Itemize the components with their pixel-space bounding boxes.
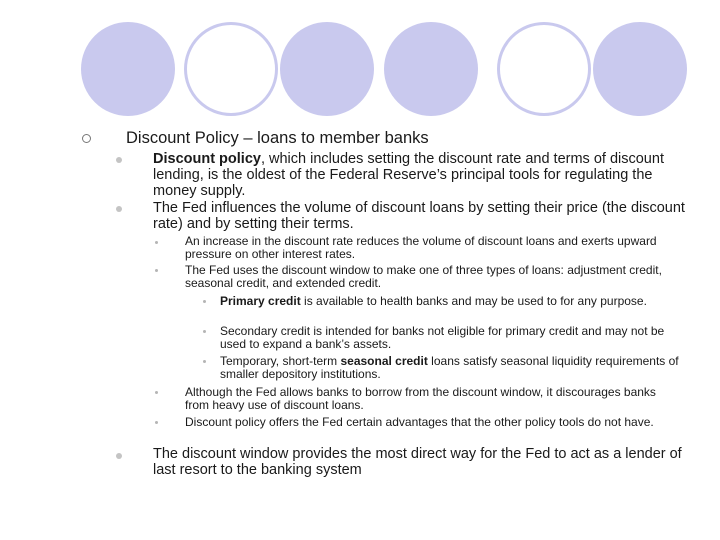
loan-secondary-credit: Secondary credit is intended for banks not eligible for primary credit and may not be used to expand a bank’s assets. bbox=[220, 324, 665, 351]
sub-point-discourages-use: Although the Fed allows banks to borrow from the discount window, it discourages banks from heavy use of discount loans. bbox=[185, 385, 656, 412]
bullet-icon bbox=[155, 241, 158, 244]
loan-text: loans satisfy seasonal liquidity requirements of smaller depository institutions. bbox=[220, 354, 679, 381]
sub-point-rate-increase: An increase in the discount rate reduces the volume of discount loans and exerts upward pressure on other interest rates. bbox=[185, 234, 657, 261]
bold-term: Primary credit bbox=[220, 294, 301, 308]
bullet-icon bbox=[116, 453, 122, 459]
bullet-icon bbox=[155, 391, 158, 394]
bullet-icon bbox=[155, 421, 158, 424]
bullet-icon bbox=[203, 300, 206, 303]
loan-seasonal-credit bbox=[220, 355, 680, 380]
point-text: , which includes setting the discount rate and terms of discount lending, is the oldest of the Federal Reserve’s principal tools for regulating the money supply. bbox=[153, 151, 664, 199]
bullet-icon bbox=[116, 206, 122, 212]
bullet-icon bbox=[155, 269, 158, 272]
bold-term: Discount policy bbox=[153, 151, 261, 167]
loan-primary-credit bbox=[220, 295, 680, 308]
slide-title: Discount Policy – loans to member banks bbox=[126, 129, 429, 147]
sub-point-discount-window: The Fed uses the discount window to make one of three types of loans: adjustment credit, seasonal credit, and extended credit. bbox=[185, 263, 662, 290]
loan-text: is available to health banks and may be used to for any purpose. bbox=[300, 294, 647, 308]
point-lender-last-resort: The discount window provides the most direct way for the Fed to act as a lender of last resort to the banking system bbox=[153, 446, 682, 478]
bold-term: seasonal credit bbox=[340, 354, 428, 368]
hollow-bullet-icon bbox=[82, 134, 91, 143]
sub-point-advantages: Discount policy offers the Fed certain advantages that the other policy tools do not have. bbox=[185, 415, 654, 429]
bullet-icon bbox=[116, 157, 122, 163]
bullet-icon bbox=[203, 330, 206, 333]
loan-text: Temporary, short-term bbox=[220, 354, 341, 368]
bullet-icon bbox=[203, 360, 206, 363]
point-fed-influences: The Fed influences the volume of discount loans by setting their price (the discount rate) and by setting their terms. bbox=[153, 200, 685, 232]
point-discount-policy bbox=[153, 151, 693, 199]
